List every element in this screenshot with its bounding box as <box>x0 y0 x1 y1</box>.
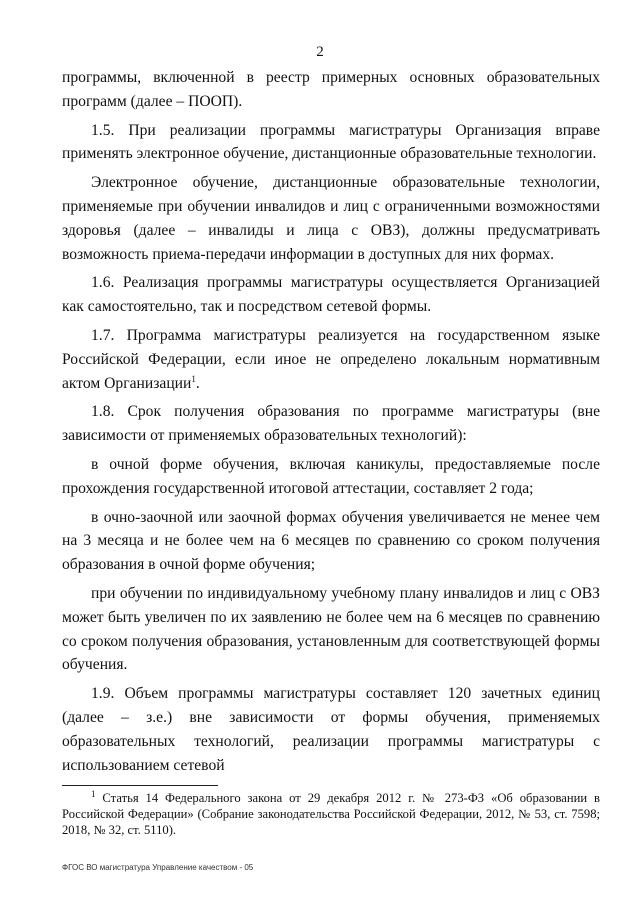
body-text <box>62 66 600 782</box>
paragraph-1-7 <box>62 324 600 395</box>
paragraph-1-5: 1.5. При реализации программы магистратуры Организация вправе применять электронное обучение, дистанционные образовательные технологии. <box>62 121 600 163</box>
paragraph-1-7-text: 1.7. Программа магистратуры реализуется на государственном языке Российской Федерации, если иное не определено локальным нормативным актом Организации <box>62 326 600 392</box>
paragraph-distance-learning: Электронное обучение, дистанционные образовательные технологии, применяемые при обучении инвалидов и лиц с ограниченными возможностями здоровья (далее – инвалиды и лица с ОВЗ), должны предусматривать возможность приема-передачи информации в доступных для них формах. <box>62 174 600 263</box>
paragraph-1-9: 1.9. Объем программы магистратуры составляет 120 зачетных единиц (далее – з.е.) вне зависимости от формы обучения, применяемых образовательных технологий, реализации программы магистратуры с использованием сетевой <box>62 685 600 774</box>
footnote-reference[interactable]: 1 <box>191 373 196 384</box>
paragraph-full-time: в очной форме обучения, включая каникулы, предоставляемые после прохождения государственной итоговой аттестации, составляет 2 года; <box>62 455 600 497</box>
paragraph-individual-plan: при обучении по индивидуальному учебному плану инвалидов и лиц с ОВЗ может быть увеличен по их заявлению не более чем на 6 месяцев по сравнению со сроком получения образования, установленным для соответствующей формы обучения. <box>62 584 600 674</box>
page-footer: ФГОС ВО магистратура Управление качеством - 05 <box>62 863 254 872</box>
paragraph-1-6: 1.6. Реализация программы магистратуры осуществляется Организацией как самостоятельно, так и посредством сетевой формы. <box>62 274 600 316</box>
footnote-marker: 1 <box>91 788 96 799</box>
paragraph-continuation: программы, включенной в реестр примерных основных образовательных программ (далее – ПООП). <box>62 69 600 110</box>
footnote <box>62 790 600 838</box>
paragraph-1-7-end: . <box>195 374 200 392</box>
paragraph-part-time: в очно-заочной или заочной формах обучения увеличивается не менее чем на 3 месяца и не более чем на 6 месяцев по сравнению со сроком получения образования в очной форме обучения; <box>62 508 600 574</box>
paragraph-1-8: 1.8. Срок получения образования по программе магистратуры (вне зависимости от применяемых образовательных технологий): <box>62 403 600 445</box>
footnote-divider <box>62 785 218 786</box>
page-number: 2 <box>316 44 324 60</box>
footnote-text: Статья 14 Федерального закона от 29 декабря 2012 г. № 273-ФЗ «Об образовании в Российской Федерации» (Собрание законодательства Российской Федерации, 2012, № 53, ст. 7598; 2018, № 32, ст. 5110). <box>62 791 600 837</box>
